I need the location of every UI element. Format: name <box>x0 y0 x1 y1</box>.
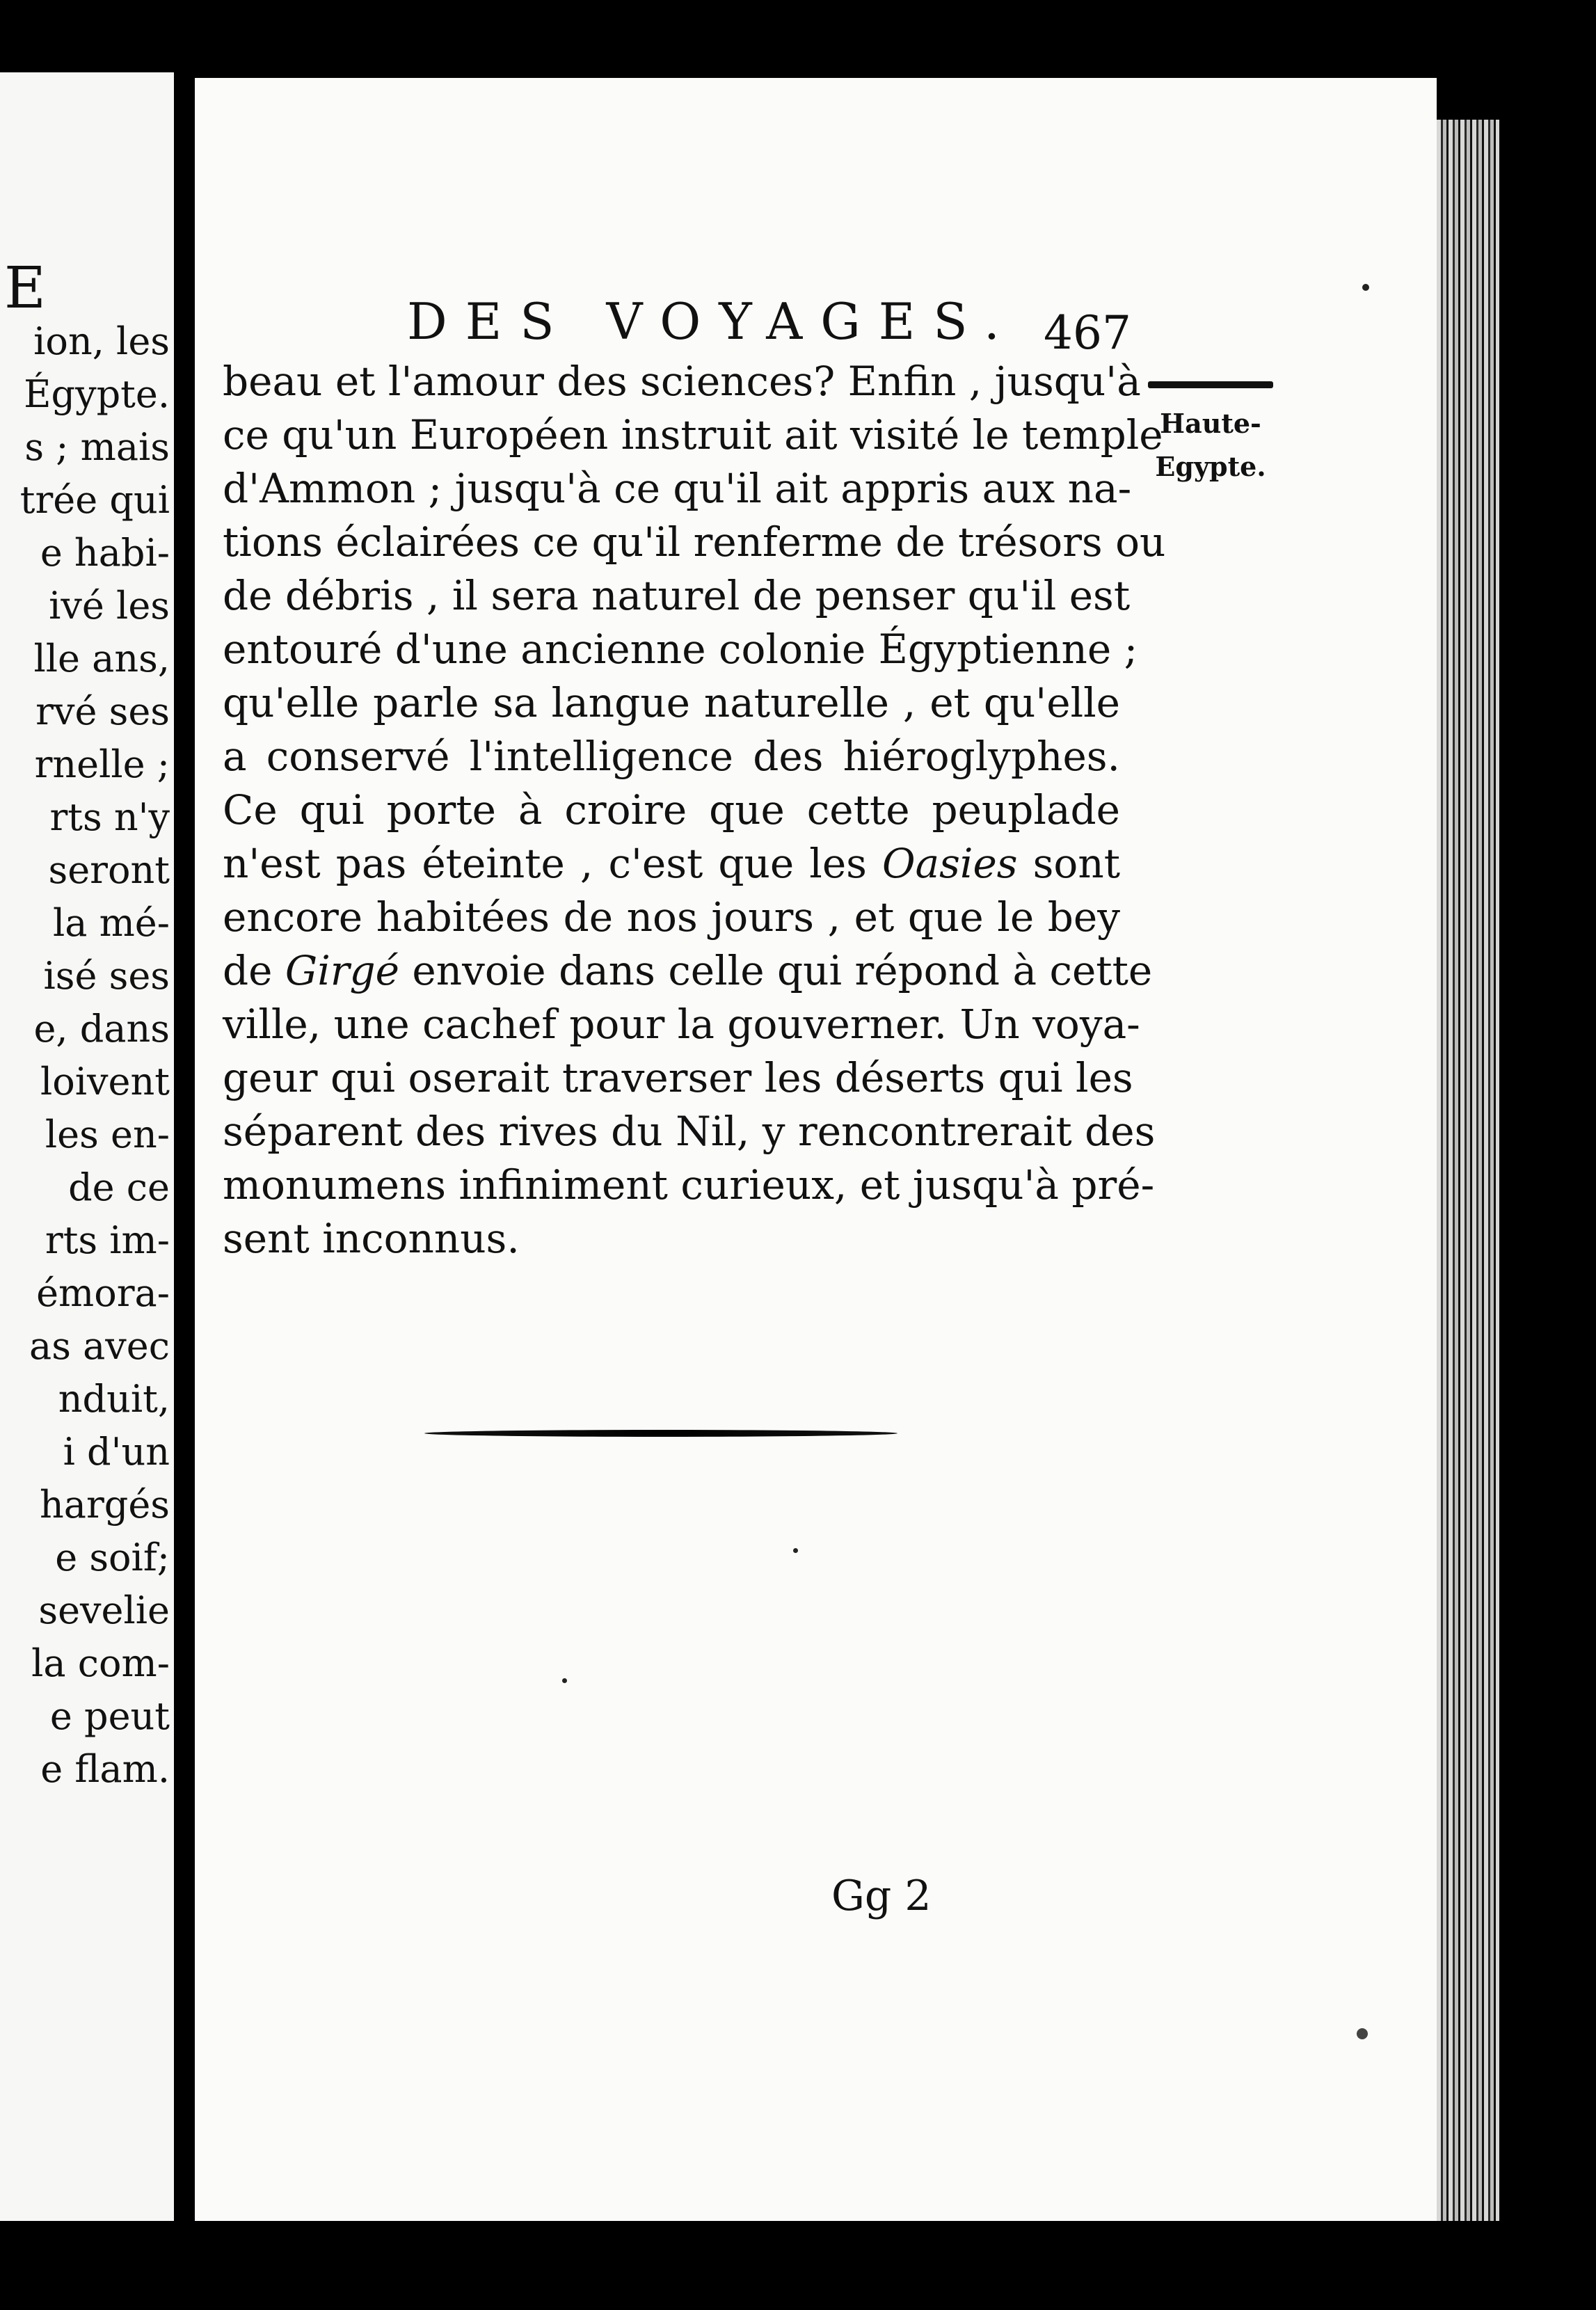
text-line: qu'elle parle sa langue naturelle , et qu'elle <box>223 679 1120 726</box>
text-line: séparent des rives du Nil, y rencontrerait des <box>223 1108 1156 1155</box>
text-segment: de <box>223 947 273 994</box>
left-page-line: sevelie <box>38 1588 170 1632</box>
text-line: a conservé l'intelligence des hiéroglyphes. <box>223 733 1120 780</box>
left-page-line: i d'un <box>63 1430 170 1474</box>
left-page-line: e soif; <box>55 1536 170 1579</box>
book-gutter <box>174 72 195 2221</box>
left-page-line: rnelle ; <box>34 742 170 786</box>
text-line: monumens infiniment curieux, et jusqu'à pré- <box>223 1161 1155 1209</box>
left-page-line: rvé ses <box>35 690 170 733</box>
page-number: 467 <box>1044 306 1131 360</box>
left-page-line: isé ses <box>43 954 170 998</box>
italic-place-name: Oasies <box>882 840 1018 887</box>
text-line: sent inconnus. <box>223 1215 520 1262</box>
left-page-line: seront <box>48 848 170 892</box>
left-page-line: la mé- <box>52 901 170 945</box>
text-segment: envoie dans celle qui répond à cette <box>412 947 1153 994</box>
speck <box>562 1678 567 1683</box>
marginal-rule <box>1148 381 1273 388</box>
text-line: de débris , il sera naturel de penser qu'il est <box>223 572 1131 619</box>
text-line-girge <box>223 944 1153 998</box>
left-page-cap: E <box>4 255 46 321</box>
speck <box>1357 2028 1368 2039</box>
left-facing-page <box>0 72 174 2221</box>
text-line: ce qu'un Européen instruit ait visité le temple <box>223 411 1163 459</box>
left-page-line: e peut <box>49 1694 170 1738</box>
text-line: beau et l'amour des sciences? Enfin , jusqu'à <box>223 358 1141 405</box>
text-line: Ce qui porte à croire que cette peuplade <box>223 786 1120 834</box>
marginal-note <box>1141 381 1280 488</box>
left-page-line: s ; mais <box>24 425 170 469</box>
signature-mark: Gg 2 <box>831 1872 932 1920</box>
left-page-line: rts n'y <box>49 795 170 839</box>
running-title: DES VOYAGES. <box>407 292 1018 351</box>
left-page-line: Égypte. <box>24 372 170 416</box>
left-page-line: ivé les <box>49 584 170 628</box>
text-line-oasies <box>223 837 1120 891</box>
text-line: encore habitées de nos jours , et que le bey <box>223 893 1120 941</box>
body-text <box>223 355 1166 1266</box>
italic-place-name: Girgé <box>285 947 399 994</box>
text-line: entouré d'une ancienne colonie Égyptienne ; <box>223 626 1138 673</box>
marginal-note-line: Egypte. <box>1155 451 1266 482</box>
left-page-line: hargés <box>39 1483 170 1527</box>
left-page-line: les en- <box>45 1113 170 1156</box>
left-page-line: loivent <box>40 1060 170 1104</box>
left-page-line: nduit, <box>58 1377 170 1421</box>
left-page-line: as avec <box>29 1324 170 1368</box>
left-page-line: de ce <box>68 1165 170 1209</box>
text-line: geur qui oserait traverser les déserts qui les <box>223 1054 1133 1101</box>
end-rule <box>424 1430 897 1437</box>
left-page-line: émora- <box>36 1271 170 1315</box>
left-page-line: e, dans <box>33 1007 170 1051</box>
left-page-line: trée qui <box>19 478 170 522</box>
text-line: ville, une cachef pour la gouverner. Un voya- <box>223 1001 1140 1048</box>
left-page-line: rts im- <box>45 1218 170 1262</box>
text-segment: n'est pas éteinte , c'est que les <box>223 840 867 887</box>
text-segment: sont <box>1032 840 1121 887</box>
speck <box>1362 284 1369 291</box>
speck <box>793 1548 798 1553</box>
text-line: tions éclairées ce qu'il renferme de trésors ou <box>223 518 1166 566</box>
left-page-line: ion, les <box>33 319 170 363</box>
left-page-line: lle ans, <box>33 637 170 680</box>
marginal-note-line: Haute- <box>1160 408 1261 439</box>
text-line: d'Ammon ; jusqu'à ce qu'il ait appris aux na- <box>223 465 1132 512</box>
left-page-line: la com- <box>31 1641 170 1685</box>
left-page-line: e habi- <box>40 531 170 575</box>
left-page-line: e flam. <box>40 1747 170 1791</box>
page-edges <box>1437 120 1499 2221</box>
